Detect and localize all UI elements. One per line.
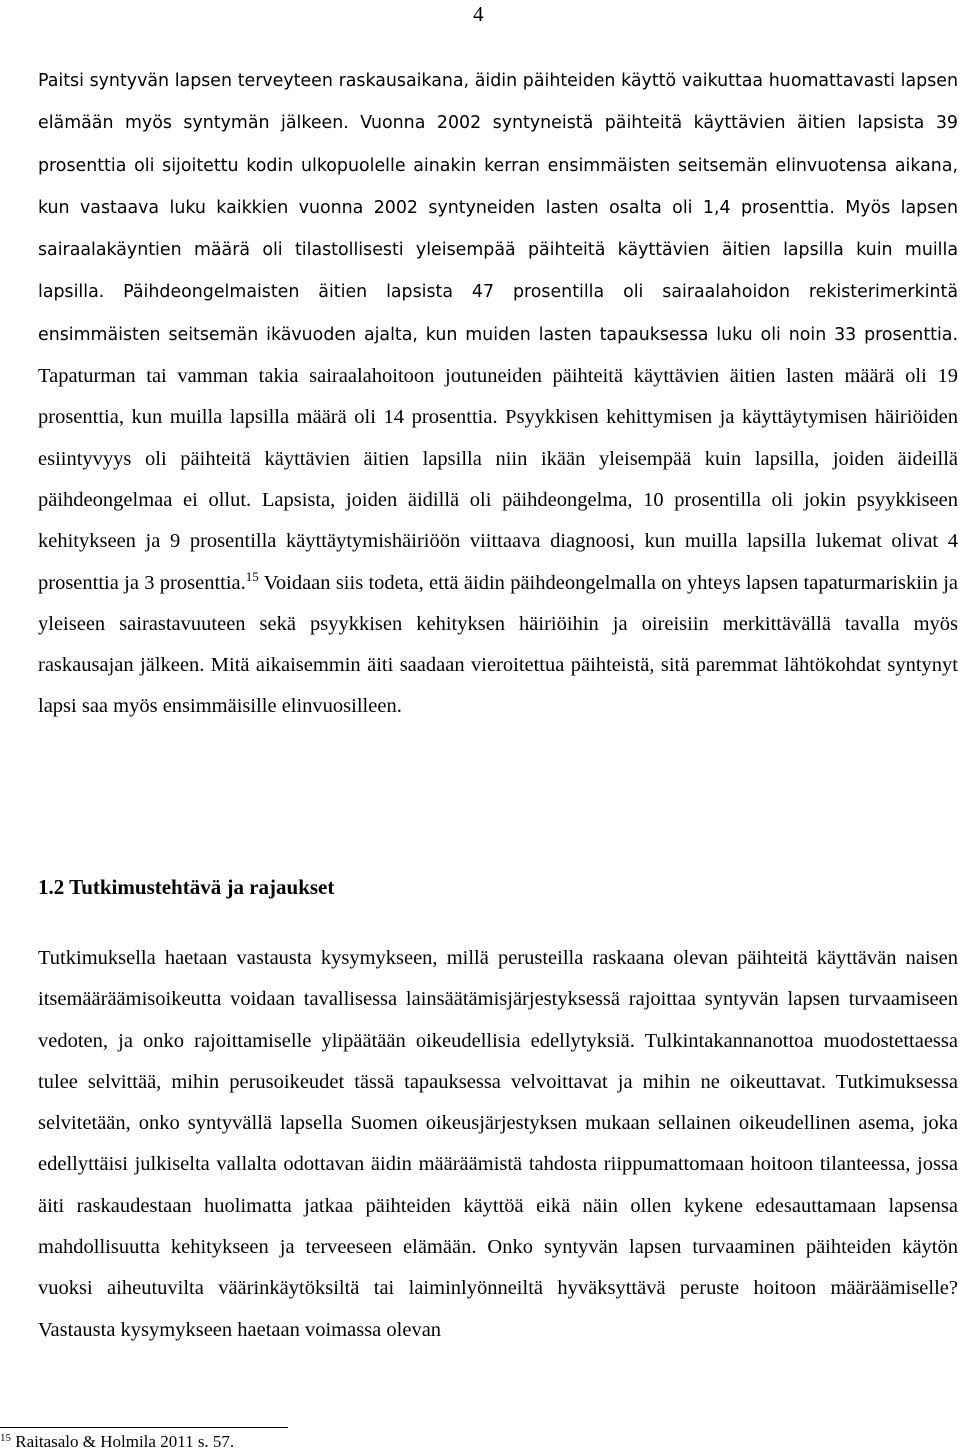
paragraph-sentence: Päihdeongelmaisten äitien lapsista 47 prosentilla oli sairaalahoidon rekisterimerkintä ensimmäisten seitsemän ikävuoden ajalta, kun muiden lasten tapauksessa luku oli noin 33 prosenttia. [38, 282, 958, 345]
footnote [0, 1432, 234, 1452]
paragraph-sentence: Tapaturman tai vamman takia sairaalahoitoon joutuneiden päihteitä käyttävien äitien lasten määrä oli 19 prosenttia, kun muilla lapsilla määrä oli 14 prosenttia. Psyykkisen kehittymisen ja käyttäytymisen häiriöiden esiintyvyys oli päihteitä käyttävien äitien lapsilla niin ikään yleisempää kuin lapsilla, joiden äideillä päihdeongelmaa ei ollut. Lapsista, joiden äidillä oli päihdeongelma, 10 prosentilla oli jokin psyykkiseen kehitykseen ja 9 prosentilla käyttäytymishäiriöön viittaava diagnoosi, kun muilla lapsilla lukemat olivat 4 prosenttia ja 3 prosenttia. [38, 365, 958, 594]
section-number: 1.2 [38, 875, 65, 899]
footnote-divider [0, 1427, 288, 1428]
page-number: 4 [473, 2, 484, 26]
footnote-reference: 15 [245, 568, 259, 584]
section-heading [38, 875, 334, 900]
section-title: Tutkimustehtävä ja rajaukset [69, 875, 335, 899]
paragraph-sentence: Myös lapsen sairaalakäyntien määrä oli tilastollisesti yleisempää päihteitä käyttävien äitien lapsilla kuin muilla lapsilla. [38, 197, 958, 303]
body-paragraph: Tutkimuksella haetaan vastausta kysymykseen, millä perusteilla raskaana olevan päihteitä käyttävän naisen itsemääräämisoikeutta voidaan tavallisessa lainsäätämisjärjestyksessä rajoittaa syntyvän lapsen turvaamiseen vedoten, ja onko rajoittamiselle ylipäätään oikeudellisia edellytyksiä. Tulkintakannanottoa muodostettaessa tulee selvittää, mihin perusoikeudet tässä tapauksessa velvoittavat ja mihin ne oikeuttavat. Tutkimuksessa selvitetään, onko syntyvällä lapsella Suomen oikeusjärjestyksen mukaan sellainen oikeudellinen asema, joka edellyttäisi julkiselta vallalta odottavan äidin määräämistä tahdosta riippumattomaan hoitoon tilanteessa, jossa äiti raskaudestaan huolimatta jatkaa päihteiden käyttöä eikä näin ollen kykene edesauttamaan lapsensa mahdollisuutta kehitykseen ja terveeseen elämään. Onko syntyvän lapsen turvaaminen päihteiden käytön vuoksi aiheutuvilta väärinkäytöksiltä tai laiminlyönneiltä hyväksyttävä peruste hoitoon määräämiselle? Vastausta kysymykseen haetaan voimassa olevan [38, 947, 958, 1341]
paragraph-sentence: Paitsi syntyvän lapsen terveyteen raskausaikana, äidin päihteiden käyttö vaikuttaa huomattavasti lapsen elämään myös syntymän jälkeen. Vuonna 2002 syntyneistä päihteitä käyttävien äitien lapsista 39 prosenttia oli sijoitettu kodin ulkopuolelle ainakin kerran ensimmäisten seitsemän elinvuotensa aikana, kun vastaava luku kaikkien vuonna 2002 syntyneiden lasten osalta oli 1,4 prosenttia. [38, 71, 958, 218]
body-paragraph [38, 60, 958, 728]
footnote-number: 15 [0, 1432, 11, 1444]
paragraph-sentence: Voidaan siis todeta, että äidin päihdeongelmalla on yhteys lapsen tapaturmariskiin ja yleiseen sairastavuuteen sekä psyykkisen kehityksen häiriöihin ja oireisiin merkittävällä tavalla myös raskausajan jälkeen. Mitä aikaisemmin äiti saadaan vieroitettua päihteistä, sitä paremmat lähtökohdat syntynyt lapsi saa myös ensimmäisille elinvuosilleen. [38, 571, 958, 718]
footnote-text: Raitasalo & Holmila 2011 s. 57. [11, 1432, 235, 1451]
